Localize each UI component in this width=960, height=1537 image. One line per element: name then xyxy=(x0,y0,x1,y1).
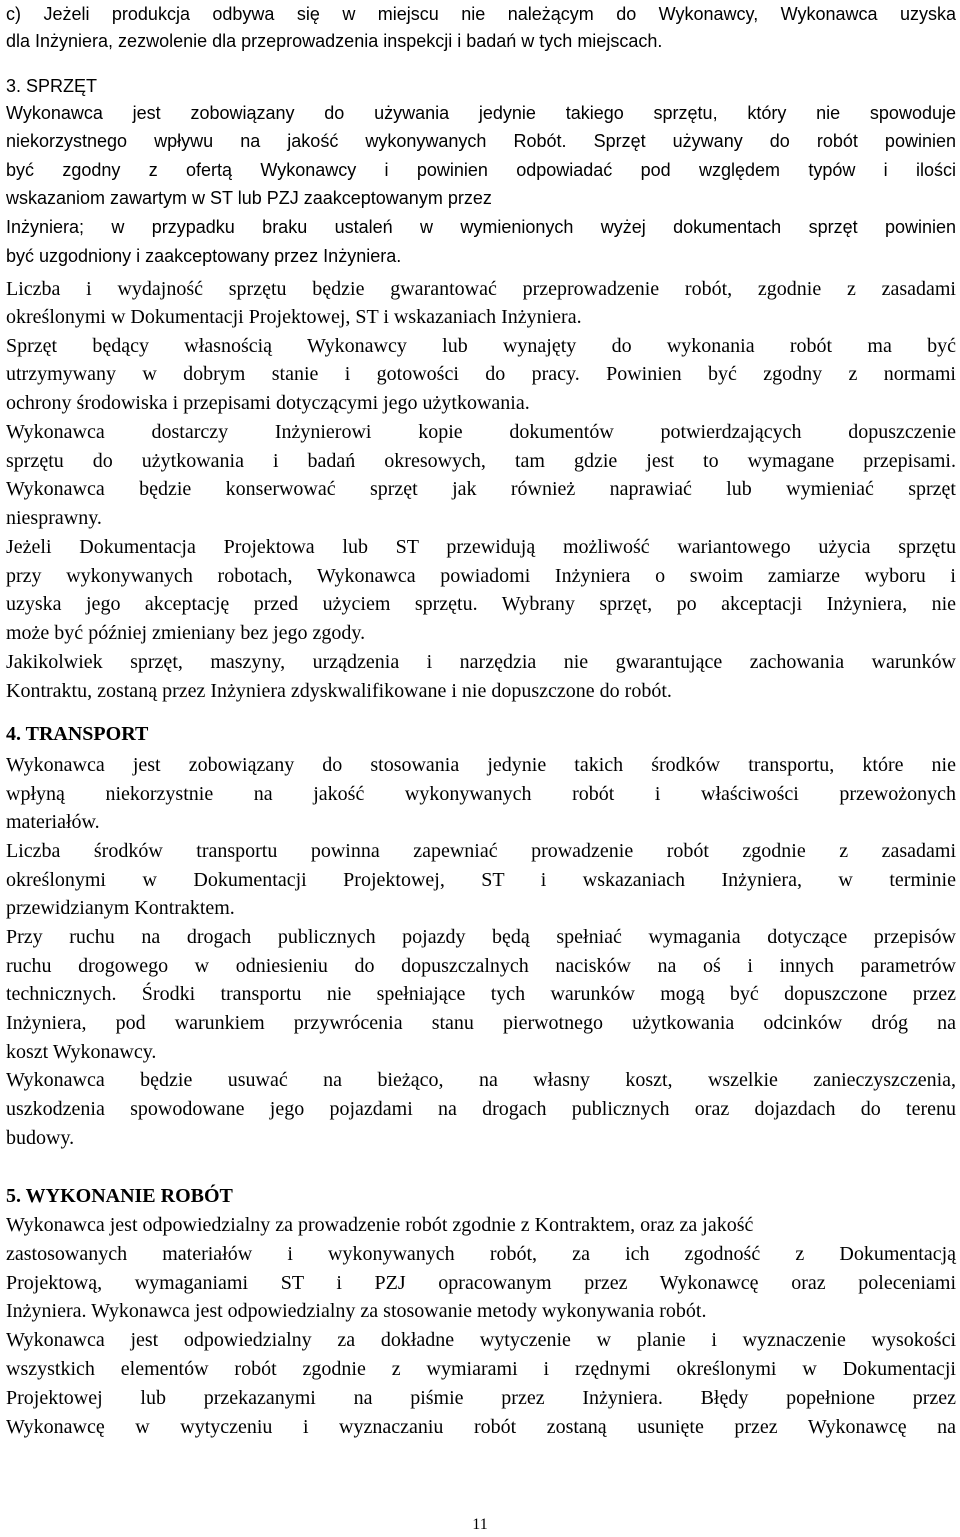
text-line: niekorzystnego wpływu na jakość wykonywanych Robót. Sprzęt używany do robót powinien xyxy=(6,131,956,151)
text-line: Inżyniera. Wykonawca jest odpowiedzialny za stosowanie metody wykonywania robót. xyxy=(6,1300,707,1322)
text-line: sprzętu do użytkowania i badań okresowych, tam gdzie jest to wymagane przepisami. xyxy=(6,450,956,472)
text-line: Inżyniera, pod warunkiem przywrócenia stanu pierwotnego użytkowania odcinków dróg na xyxy=(6,1012,956,1034)
text-line: być zgodny z ofertą Wykonawcy i powinien odpowiadać pod względem typów i ilości xyxy=(6,160,956,180)
text-line: Wykonawca jest odpowiedzialny za prowadzenie robót zgodnie z Kontraktem, oraz za jakość xyxy=(6,1214,754,1236)
text-line: 3. SPRZĘT xyxy=(6,76,98,96)
text-line: c) Jeżeli produkcja odbywa się w miejscu nie należącym do Wykonawcy, Wykonawca uzyska xyxy=(6,4,956,24)
text-line: niesprawny. xyxy=(6,507,102,529)
text-line: uszkodzenia spowodowane jego pojazdami na drogach publicznych oraz dojazdach do terenu xyxy=(6,1098,956,1120)
text-line: Wykonawca jest zobowiązany do stosowania jedynie takich środków transportu, które nie xyxy=(6,754,956,776)
text-line: Przy ruchu na drogach publicznych pojazdy będą spełniać wymagania dotyczące przepisów xyxy=(6,926,956,948)
page-number: 11 xyxy=(472,1516,488,1533)
text-line: Wykonawca dostarczy Inżynierowi kopie dokumentów potwierdzających dopuszczenie xyxy=(6,421,956,443)
text-line: wskazaniom zawartym w ST lub PZJ zaakceptowanym przez xyxy=(6,188,492,208)
text-line: ruchu drogowego w odniesieniu do dopuszczalnych nacisków na oś i innych parametrów xyxy=(6,955,956,977)
text-line: określonymi w Dokumentacji Projektowej, ST i wskazaniach Inżyniera, w terminie xyxy=(6,869,956,891)
text-line: Wykonawca jest zobowiązany do używania jedynie takiego sprzętu, który nie spowoduje xyxy=(6,103,956,123)
section-heading: 4. TRANSPORT xyxy=(6,723,149,745)
text-line: koszt Wykonawcy. xyxy=(6,1041,157,1063)
text-line: Wykonawca jest odpowiedzialny za dokładne wytyczenie w planie i wyznaczenie wysokości xyxy=(6,1329,956,1351)
text-line: Liczba i wydajność sprzętu będzie gwarantować przeprowadzenie robót, zgodnie z zasadami xyxy=(6,278,956,300)
text-line: Projektową, wymaganiami ST i PZJ opracowanym przez Wykonawcę oraz poleceniami xyxy=(6,1272,956,1294)
text-line: uzyska jego akceptację przed użyciem sprzętu. Wybrany sprzęt, po akceptacji Inżyniera, nie xyxy=(6,593,956,615)
text-line: Jakikolwiek sprzęt, maszyny, urządzenia i narzędzia nie gwarantujące zachowania warunków xyxy=(6,651,956,673)
text-line: przewidzianym Kontraktem. xyxy=(6,897,235,919)
text-line: przy wykonywanych robotach, Wykonawca powiadomi Inżyniera o swoim zamiarze wyboru i xyxy=(6,565,956,587)
text-line: Sprzęt będący własnością Wykonawcy lub wynajęty do wykonania robót ma być xyxy=(6,335,956,357)
text-line: wszystkich elementów robót zgodnie z wymiarami i rzędnymi określonymi w Dokumentacji xyxy=(6,1358,956,1380)
text-line: Liczba środków transportu powinna zapewniać prowadzenie robót zgodnie z zasadami xyxy=(6,840,956,862)
text-line: Kontraktu, zostaną przez Inżyniera zdyskwalifikowane i nie dopuszczone do robót. xyxy=(6,680,672,702)
text-line: ochrony środowiska i przepisami dotyczącymi jego użytkowania. xyxy=(6,392,530,414)
section-heading: 5. WYKONANIE ROBÓT xyxy=(6,1185,233,1207)
text-line: Inżyniera; w przypadku braku ustaleń w wymienionych wyżej dokumentach sprzęt powinien xyxy=(6,217,956,237)
text-line: Jeżeli Dokumentacja Projektowa lub ST przewidują możliwość wariantowego użycia sprzętu xyxy=(6,536,956,558)
text-line: wpłyną niekorzystnie na jakość wykonywanych robót i właściwości przewożonych xyxy=(6,783,956,805)
text-line: zastosowanych materiałów i wykonywanych robót, za ich zgodność z Dokumentacją xyxy=(6,1243,956,1265)
text-line: Wykonawca będzie konserwować sprzęt jak również naprawiać lub wymieniać sprzęt xyxy=(6,478,956,500)
text-line: określonymi w Dokumentacji Projektowej, ST i wskazaniach Inżyniera. xyxy=(6,306,582,328)
text-line: utrzymywany w dobrym stanie i gotowości do pracy. Powinien być zgodny z normami xyxy=(6,363,956,385)
text-line: może być później zmieniany bez jego zgody. xyxy=(6,622,366,644)
text-line: Wykonawca będzie usuwać na bieżąco, na własny koszt, wszelkie zanieczyszczenia, xyxy=(6,1069,956,1091)
text-line: materiałów. xyxy=(6,811,100,833)
text-line: dla Inżyniera, zezwolenie dla przeprowadzenia inspekcji i badań w tych miejscach. xyxy=(6,31,663,51)
text-line: być uzgodniony i zaakceptowany przez Inżyniera. xyxy=(6,246,402,266)
text-line: technicznych. Środki transportu nie spełniające tych warunków mogą być dopuszczone przez xyxy=(6,983,956,1005)
text-line: Projektowej lub przekazanymi na piśmie przez Inżyniera. Błędy popełnione przez xyxy=(6,1387,956,1409)
text-line: budowy. xyxy=(6,1127,75,1149)
text-line: Wykonawcę w wytyczeniu i wyznaczaniu robót zostaną usunięte przez Wykonawcę na xyxy=(6,1416,956,1438)
